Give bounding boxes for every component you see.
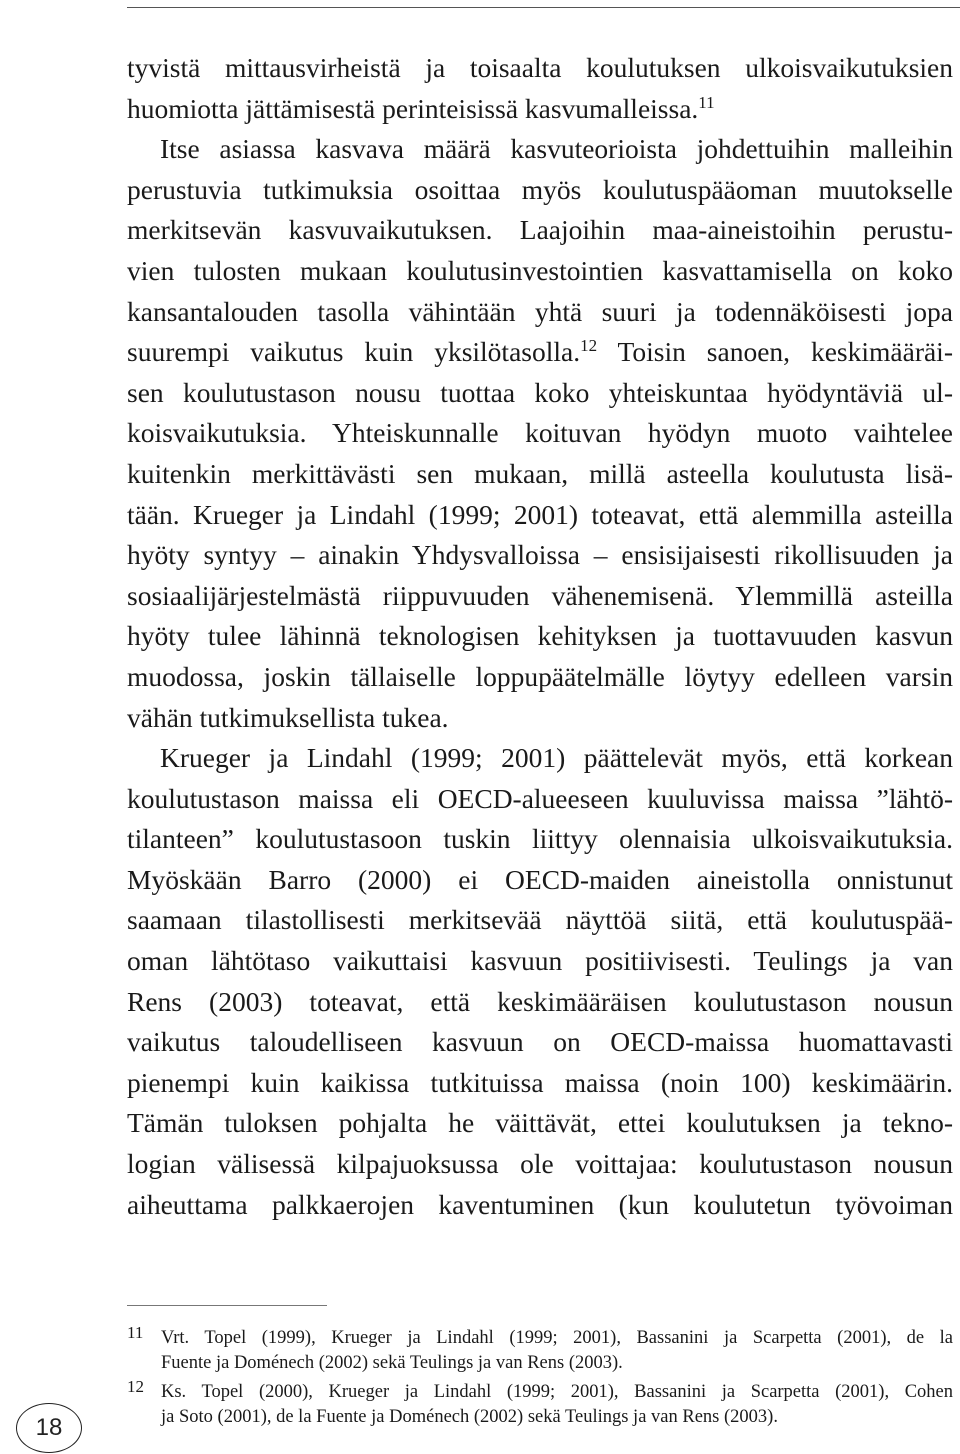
text-line <box>127 495 953 536</box>
line-text: huomiotta jättämisestä perinteisissä kasvumalleissa. <box>127 92 699 124</box>
footnote-reference: 12 <box>580 336 598 356</box>
line-text: Itse asiassa kasvava määrä kasvuteorioista johdettuihin malleihin <box>160 133 953 165</box>
line-text: suurempi vaikutus kuin yksilötasolla. <box>127 336 581 368</box>
text-line <box>127 1144 953 1185</box>
footnote <box>127 1323 953 1376</box>
text-line <box>127 576 953 617</box>
line-text: hyöty tulee lähinnä teknologisen kehityksen ja tuottavuuden kasvun <box>127 620 953 652</box>
line-text-continued: Toisin sanoen, keskimääräi- <box>597 336 953 368</box>
line-text: sen koulutustason nousu tuottaa koko yhteiskuntaa hyödyntäviä ul- <box>127 376 953 408</box>
text-line <box>127 89 953 130</box>
text-line <box>127 738 953 779</box>
line-text: oman lähtötaso vaikuttaisi kasvuun positiivisesti. Teulings ja van <box>127 945 953 977</box>
line-text: pienempi kuin kaikissa tutkituissa maissa (noin 100) keskimäärin. <box>127 1066 953 1098</box>
text-line <box>127 292 953 333</box>
text-line <box>127 1185 953 1226</box>
text-line <box>127 982 953 1023</box>
text-line <box>127 454 953 495</box>
header-rule <box>127 7 960 8</box>
line-text: vaikutus taloudelliseen kasvuun on OECD-maissa huomattavasti <box>127 1026 953 1058</box>
line-text: merkitsevän kasvuvaikutuksen. Laajoihin maa-aineistoihin perustu- <box>127 214 953 246</box>
line-text: kuitenkin merkittävästi sen mukaan, millä asteella koulutusta lisä- <box>127 457 953 489</box>
text-line <box>127 535 953 576</box>
text-line <box>127 698 953 739</box>
text-line <box>127 210 953 251</box>
footnote-text: Vrt. Topel (1999), Krueger ja Lindahl (1999; 2001), Bassanini ja Scarpetta (2001), de la <box>161 1328 953 1348</box>
line-text: Myöskään Barro (2000) ei OECD-maiden aineistolla onnistunut <box>127 863 953 895</box>
footnotes <box>127 1323 953 1434</box>
line-text: tyvistä mittausvirheistä ja toisaalta koulutuksen ulkoisvaikutuksien <box>127 52 953 83</box>
text-line <box>127 941 953 982</box>
line-text: saamaan tilastollisesti merkitsevää näyttöä siitä, että koulutuspää- <box>127 904 953 936</box>
footnote-reference: 11 <box>698 92 715 112</box>
text-line <box>127 332 953 373</box>
line-text: logian välisessä kilpajuoksussa ole voittajaa: koulutustason nousun <box>127 1148 953 1180</box>
line-text: kansantalouden tasolla vähintään yhtä suuri ja todennäköisesti jopa <box>127 295 953 327</box>
line-text: tään. Krueger ja Lindahl (1999; 2001) toteavat, että alemmilla asteilla <box>127 498 953 530</box>
text-line <box>127 129 953 170</box>
line-text: Rens (2003) toteavat, että keskimääräisen koulutustason nousun <box>127 985 953 1017</box>
text-line <box>127 819 953 860</box>
line-text: muodossa, joskin tällaiselle loppupäätelmälle löytyy edelleen varsin <box>127 660 953 692</box>
line-text: perustuvia tutkimuksia osoittaa myös koulutuspääoman muutokselle <box>127 173 953 205</box>
line-text: sosiaalijärjestelmästä riippuvuuden vähenemisenä. Ylemmillä asteilla <box>127 579 953 611</box>
line-text: Tämän tuloksen pohjalta he väittävät, ettei koulutuksen ja tekno- <box>127 1107 953 1139</box>
text-line <box>127 373 953 414</box>
line-text: aiheuttama palkkaerojen kaventuminen (kun koulutetun työvoiman <box>127 1188 953 1220</box>
body-text <box>127 48 953 1225</box>
line-text: koulutustason maissa eli OECD-alueeseen kuuluvissa maissa ”lähtö- <box>127 782 953 814</box>
footnote-text: ja Soto (2001), de la Fuente ja Doménech (2002) sekä Teulings ja van Rens (2003). <box>161 1407 778 1427</box>
footnote <box>127 1377 953 1430</box>
footnote-number: 11 <box>127 1323 144 1342</box>
text-line <box>127 251 953 292</box>
text-line <box>127 779 953 820</box>
line-text: Krueger ja Lindahl (1999; 2001) päättelevät myös, että korkean <box>160 742 953 774</box>
text-line <box>127 170 953 211</box>
footnote-separator <box>127 1305 327 1306</box>
line-text: vien tulosten mukaan koulutusinvestointien kasvattamisella on koko <box>127 254 953 286</box>
text-line <box>127 48 953 89</box>
footnote-number: 12 <box>127 1377 144 1396</box>
text-line <box>127 413 953 454</box>
line-text: vähän tutkimuksellista tukea. <box>127 701 449 733</box>
page-number: 18 <box>16 1403 82 1453</box>
line-text: koisvaikutuksia. Yhteiskunnalle koituvan hyödyn muoto vaihtelee <box>127 417 953 449</box>
text-line <box>127 860 953 901</box>
line-text: hyöty syntyy – ainakin Yhdysvalloissa – ensisijaisesti rikollisuuden ja <box>127 539 953 571</box>
text-line <box>127 616 953 657</box>
text-line <box>127 1063 953 1104</box>
text-line <box>127 1103 953 1144</box>
line-text: tilanteen” koulutustasoon tuskin liittyy olennaisia ulkoisvaikutuksia. <box>127 823 953 855</box>
text-line <box>127 657 953 698</box>
footnote-text: Ks. Topel (2000), Krueger ja Lindahl (1999; 2001), Bassanini ja Scarpetta (2001), Cohen <box>161 1382 953 1402</box>
text-line <box>127 900 953 941</box>
text-line <box>127 1022 953 1063</box>
footnote-text: Fuente ja Doménech (2002) sekä Teulings ja van Rens (2003). <box>161 1353 623 1373</box>
